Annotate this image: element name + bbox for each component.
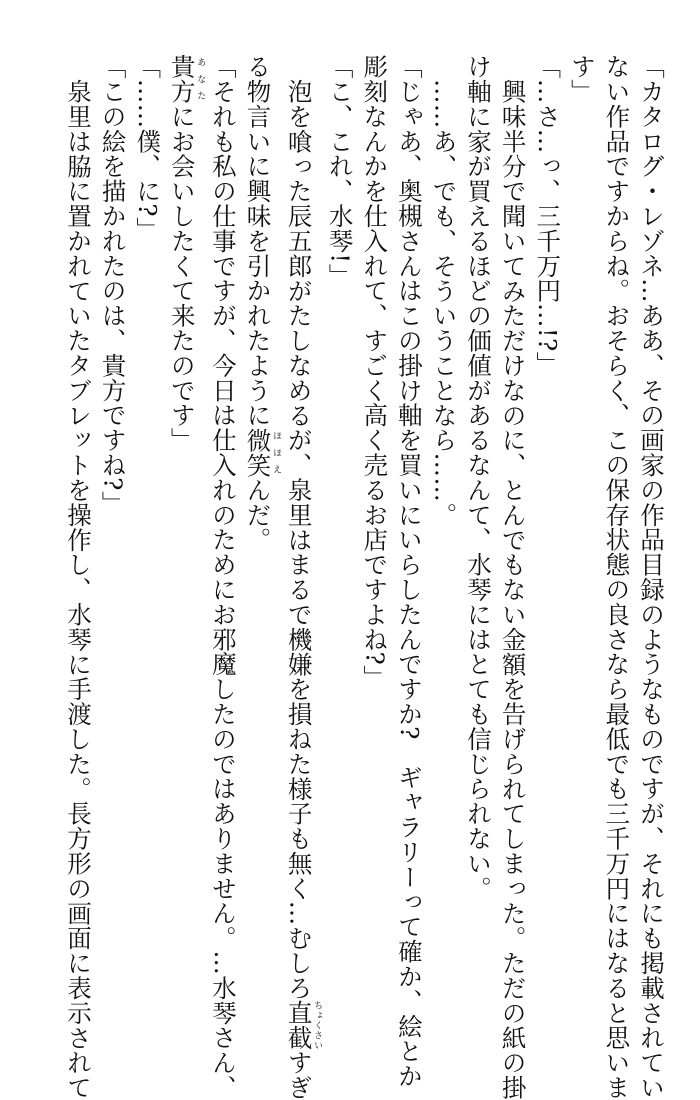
vertical-text-body [60,54,668,1100]
text-line [495,54,530,1100]
line-text: 「カタログ・レゾネ…ああ、その画家の作品目録のようなものですが、それにも掲載されてい [637,54,666,1100]
ruby-annotation [284,999,323,1050]
text-line [95,54,130,974]
text-line [240,54,281,974]
ruby-base: 微笑 [243,427,273,478]
ruby-base: 貴方 [167,54,197,104]
line-text: ない作品ですからね。おそらく、この保存状態の良さなら最低でも三千万円にはなると思いま [602,54,632,1100]
line-text: ……あ、でも、そういうことなら……。 [429,78,459,527]
line-text: け軸に家が買えるほどの価値があるなんて、水琴にはとても信じられない。 [464,54,494,901]
ruby-annotation [243,427,281,478]
text-line [322,54,357,974]
text-line [205,54,240,1100]
line-text: る物言いに興味を引かれたように [243,54,273,428]
line-text-tail: んだ。 [243,477,273,553]
line-text: 「じゃあ、奥槻さんはこの掛け軸を買いにいらしたんですか? ギャラリーって確か、絵とか [394,54,424,1089]
line-text: 泡を喰った辰五郎がたしなめるが、泉里はまるで機嫌を損ねた様子も無く…むしろ [284,78,314,1000]
ruby-reading: ほほえ [270,427,281,478]
line-text: 興味半分で聞いてみただけなのに、とんでもない金額を告げられてしまった。ただの紙の掛 [498,78,528,1100]
line-text: す」 [567,54,597,104]
text-line [564,54,599,974]
ruby-reading: あなた [195,54,206,104]
ruby-base: 直截 [284,999,314,1050]
ruby-reading: ちょくさい [312,999,323,1050]
line-text: 「この絵を描かれたのは、貴方ですね?」 [98,54,128,516]
text-line [633,54,668,1100]
ruby-annotation [167,54,206,104]
text-line [357,54,392,974]
line-text-tail: にお会いしたくて来たのです」 [167,103,197,453]
text-line [426,54,461,974]
line-text: 「こ、これ、水琴!」 [325,54,355,289]
line-text-tail: すぎ [284,1049,314,1100]
line-text: 「それも私の仕事ですが、今日は仕入れのためにお邪魔したのではありません。…水琴さん、 [208,54,238,1100]
text-line [281,54,323,1100]
text-line [60,54,95,1100]
line-text: 泉里は脇に置かれていたタブレットを操作し、水琴に手渡した。長方形の画面に表示されて [64,78,93,1100]
text-line [530,54,565,974]
line-text: 彫刻なんかを仕入れて、すごく高く売るお店ですよね?」 [360,54,390,691]
text-line [599,54,634,1100]
text-line [460,54,495,974]
text-line [164,54,205,974]
line-text: 「…さ…っ、三千万円…!?」 [533,54,563,377]
text-line [130,54,165,974]
text-line [391,54,426,1089]
line-text: 「……僕、に?」 [133,54,163,242]
